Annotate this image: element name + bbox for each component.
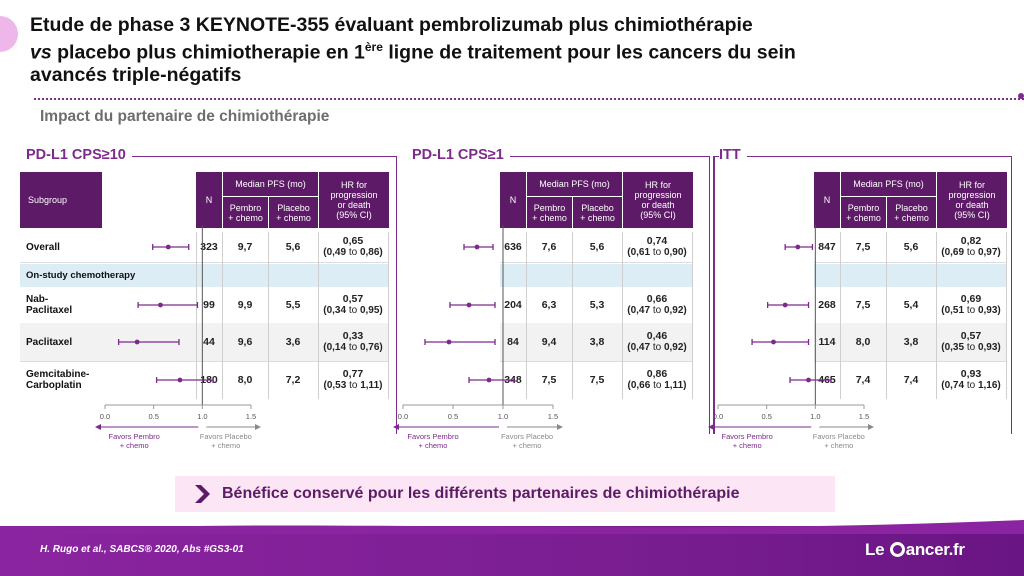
hr-value: 0,86 [646, 368, 668, 380]
x-tick-label: 0.5 [447, 412, 459, 421]
cell-n: 99 [203, 298, 215, 311]
cell-n: 84 [507, 335, 519, 348]
favors-placebo-label: Favors Placebo + chemo [500, 432, 554, 450]
column-separator [318, 232, 319, 399]
cell-hr [318, 232, 388, 262]
ci-to: to [346, 380, 361, 391]
ci-low: 0,14 [326, 342, 347, 353]
ci-high: 0,95 [359, 305, 380, 316]
cell-pembro-pfs: 9,7 [237, 240, 253, 253]
title-line-2-post: ligne de traitement pour les cancers du sein [382, 41, 796, 64]
ci-to: to [650, 380, 665, 391]
ci-paren: ) [997, 305, 1001, 316]
decorative-blob [0, 16, 18, 52]
ci-high: 0,86 [359, 247, 380, 258]
hr-value: 0,65 [342, 235, 364, 247]
cell-n: 180 [200, 373, 218, 386]
cell-placebo-pfs: 3,8 [589, 335, 605, 348]
header-median-pfs: Median PFS (mo) [527, 172, 622, 196]
hazard-ratio-point [135, 340, 140, 345]
ci-to: to [346, 305, 360, 316]
ci-low: 0,66 [630, 380, 651, 391]
ci-paren: ( [941, 247, 945, 258]
ci-paren: ) [379, 305, 383, 316]
cell-pembro-pfs: 8,0 [237, 373, 253, 386]
header-placebo: Placebo + chemo [887, 197, 936, 228]
cell-placebo-pfs: 5,4 [903, 298, 919, 311]
header-median-pfs: Median PFS (mo) [223, 172, 318, 196]
ci-low: 0,34 [326, 305, 347, 316]
ci-high: 0,93 [977, 305, 998, 316]
hr-ci [324, 380, 383, 391]
ci-paren: ( [941, 305, 945, 316]
hr-ci [323, 342, 383, 353]
ci-paren: ) [997, 342, 1001, 353]
cell-pembro-pfs: 9,9 [237, 298, 253, 311]
favors-placebo-label: Favors Placebo + chemo [812, 432, 865, 450]
title-divider [34, 98, 1024, 100]
cell-placebo-pfs: 5,5 [285, 298, 301, 311]
ci-paren: ) [997, 380, 1001, 391]
logo-c-icon [890, 542, 905, 557]
ci-to: to [650, 305, 664, 316]
ci-low: 0,51 [944, 305, 965, 316]
cell-placebo-pfs: 7,4 [903, 373, 919, 386]
ci-paren: ( [941, 380, 945, 391]
hr-ci [941, 305, 1001, 316]
cell-n: 44 [203, 335, 215, 348]
hr-value: 0,69 [960, 293, 982, 305]
ci-paren: ) [379, 247, 383, 258]
ci-to: to [650, 342, 664, 353]
header-hr: HR for progression or death (95% CI) [623, 172, 693, 228]
footer-wave [0, 518, 1024, 534]
column-separator [936, 232, 937, 399]
title-vs: vs [30, 41, 52, 64]
hr-ci [941, 247, 1001, 258]
hazard-ratio-point [475, 245, 480, 250]
hr-ci [627, 247, 687, 258]
hr-value: 0,82 [960, 235, 982, 247]
cell-placebo-pfs: 3,8 [903, 335, 919, 348]
hr-ci [627, 342, 687, 353]
cell-pembro-pfs: 9,4 [541, 335, 557, 348]
hazard-ratio-point [806, 378, 811, 383]
header-n: N [196, 172, 222, 228]
ci-paren: ) [683, 380, 687, 391]
ci-low: 0,47 [630, 305, 651, 316]
ci-low: 0,49 [326, 247, 347, 258]
ci-paren: ( [627, 380, 631, 391]
hr-ci [323, 305, 383, 316]
hr-value: 0,57 [960, 330, 982, 342]
column-separator [1006, 232, 1007, 399]
ci-paren: ( [323, 342, 327, 353]
x-tick-label: 1.5 [858, 412, 870, 421]
x-tick-label: 0.0 [99, 412, 111, 421]
ci-paren: ( [627, 342, 631, 353]
hazard-ratio-point [158, 303, 163, 308]
x-tick-label: 0.5 [148, 412, 159, 421]
header-pembro: Pembro + chemo [527, 197, 572, 228]
ci-high: 0,93 [977, 342, 998, 353]
cell-hr [622, 323, 692, 361]
hr-value: 0,93 [960, 368, 982, 380]
ci-to: to [346, 247, 360, 258]
cell-pembro-pfs: 7,5 [855, 298, 871, 311]
header-pembro: Pembro + chemo [841, 197, 886, 228]
hr-value: 0,46 [646, 330, 668, 342]
ci-paren: ) [379, 380, 383, 391]
hazard-ratio-point [487, 378, 492, 383]
band-label: On-study chemotherapy [26, 270, 136, 281]
ci-to: to [964, 247, 978, 258]
x-tick-label: 1.5 [547, 412, 559, 421]
arrow-left-icon [95, 424, 101, 430]
cell-hr [936, 232, 1006, 262]
ci-low: 0,69 [944, 247, 965, 258]
hazard-ratio-point [166, 245, 171, 250]
divider-end-dot [1018, 93, 1024, 99]
ci-high: 1,16 [977, 380, 998, 391]
favors-pembro-label: Favors Pembro + chemo [108, 432, 160, 450]
ci-to: to [964, 305, 978, 316]
header-pembro: Pembro + chemo [223, 197, 268, 228]
header-subgroup: Subgroup [20, 172, 102, 228]
hr-value: 0,77 [342, 368, 364, 380]
cell-hr [318, 361, 388, 399]
ci-paren: ) [683, 342, 687, 353]
arrow-left-icon [393, 424, 399, 430]
ci-paren: ( [941, 342, 945, 353]
column-separator [388, 232, 389, 399]
cell-hr [936, 323, 1006, 361]
cell-pembro-pfs: 7,4 [855, 373, 871, 386]
ci-high: 0,92 [663, 342, 684, 353]
cell-pembro-pfs: 7,5 [541, 373, 557, 386]
row-label-overall: Overall [26, 241, 60, 253]
forest-plot [708, 215, 884, 455]
x-tick-label: 1.5 [245, 412, 257, 421]
hr-value: 0,74 [646, 235, 668, 247]
forest-plot [95, 215, 271, 455]
ci-to: to [964, 342, 978, 353]
cell-pembro-pfs: 7,5 [855, 240, 871, 253]
chevron-right-icon [195, 485, 210, 503]
hr-ci [628, 380, 687, 391]
ci-low: 0,74 [944, 380, 965, 391]
title-line-2-pre: placebo plus chimiotherapie en 1 [51, 41, 365, 64]
ci-low: 0,53 [326, 380, 347, 391]
cell-hr [318, 287, 388, 323]
ci-paren: ) [683, 305, 687, 316]
favors-pembro-label: Favors Pembro + chemo [407, 432, 459, 450]
cell-hr [622, 232, 692, 262]
cell-placebo-pfs: 7,5 [589, 373, 605, 386]
cell-hr [622, 361, 692, 399]
ci-low: 0,47 [630, 342, 651, 353]
ci-paren: ( [627, 305, 631, 316]
arrow-left-icon [708, 424, 714, 430]
header-placebo: Placebo + chemo [573, 197, 622, 228]
cell-n: 204 [504, 298, 522, 311]
cell-n: 268 [818, 298, 836, 311]
cell-placebo-pfs: 7,2 [285, 373, 301, 386]
header-median-pfs: Median PFS (mo) [841, 172, 936, 196]
arrow-right-icon [255, 424, 261, 430]
cell-n: 847 [818, 240, 836, 253]
row-label-pac: Paclitaxel [26, 336, 73, 348]
cell-n: 465 [818, 373, 836, 386]
hr-ci [323, 247, 383, 258]
conclusion-callout [175, 476, 835, 512]
cell-hr [622, 287, 692, 323]
cell-n: 348 [504, 373, 522, 386]
header-hr: HR for progression or death (95% CI) [937, 172, 1007, 228]
header-hr: HR for progression or death (95% CI) [319, 172, 389, 228]
cell-n: 323 [200, 240, 218, 253]
ci-paren: ) [997, 247, 1001, 258]
x-tick-label: 0.0 [712, 412, 724, 421]
forest-plot [393, 215, 573, 455]
row-label-gem: Gemcitabine- Carboplatin [26, 369, 90, 391]
x-tick-label: 1.0 [197, 412, 208, 421]
hazard-ratio-point [783, 303, 788, 308]
ci-high: 0,97 [977, 247, 998, 258]
hr-ci [941, 342, 1001, 353]
ci-low: 0,35 [944, 342, 965, 353]
hr-value: 0,33 [342, 330, 364, 342]
ci-paren: ) [379, 342, 383, 353]
panel-title: PD-L1 CPS≥1 [412, 147, 510, 163]
cell-pembro-pfs: 6,3 [541, 298, 557, 311]
arrow-right-icon [557, 424, 563, 430]
hazard-ratio-point [771, 340, 776, 345]
x-tick-label: 0.5 [761, 412, 772, 421]
cell-n: 636 [504, 240, 522, 253]
cell-placebo-pfs: 5,6 [285, 240, 301, 253]
ci-paren: ) [683, 247, 687, 258]
ci-to: to [650, 247, 664, 258]
hr-value: 0,57 [342, 293, 364, 305]
hazard-ratio-point [447, 340, 452, 345]
title-line-2 [30, 36, 980, 64]
slide-title [30, 14, 980, 86]
ci-to: to [964, 380, 978, 391]
cell-pembro-pfs: 9,6 [237, 335, 253, 348]
cell-hr [318, 323, 388, 361]
ci-paren: ( [323, 305, 327, 316]
title-line-3: avancés triple-négatifs [30, 63, 242, 86]
ci-high: 0,90 [663, 247, 684, 258]
x-tick-label: 1.0 [810, 412, 821, 421]
brand-logo [865, 540, 965, 560]
title-sup: ère [364, 40, 383, 54]
x-tick-label: 1.0 [497, 412, 509, 421]
cell-hr [936, 361, 1006, 399]
cell-n: 114 [818, 335, 836, 348]
cell-placebo-pfs: 3,6 [285, 335, 301, 348]
cell-pembro-pfs: 8,0 [855, 335, 871, 348]
cell-placebo-pfs: 5,3 [589, 298, 605, 311]
title-line-1: Etude de phase 3 KEYNOTE-355 évaluant pembrolizumab plus chimiothérapie [30, 14, 753, 36]
ci-low: 0,61 [630, 247, 651, 258]
cell-hr [936, 287, 1006, 323]
hr-ci [941, 380, 1001, 391]
hazard-ratio-point [178, 378, 183, 383]
panel-title: PD-L1 CPS≥10 [26, 147, 132, 163]
ci-high: 0,92 [663, 305, 684, 316]
hazard-ratio-point [467, 303, 472, 308]
ci-paren: ( [323, 380, 327, 391]
row-label-nab: Nab- Paclitaxel [26, 294, 73, 316]
arrow-right-icon [868, 424, 874, 430]
section-subtitle: Impact du partenaire de chimiothérapie [40, 108, 330, 125]
cell-pembro-pfs: 7,6 [541, 240, 557, 253]
cell-placebo-pfs: 5,6 [589, 240, 605, 253]
logo-rest: ancer.fr [905, 540, 965, 559]
ci-paren: ( [627, 247, 631, 258]
column-separator [886, 232, 887, 399]
ci-high: 0,76 [359, 342, 380, 353]
cell-placebo-pfs: 5,6 [903, 240, 919, 253]
logo-le: Le [865, 540, 885, 559]
hazard-ratio-point [795, 245, 800, 250]
header-placebo: Placebo + chemo [269, 197, 318, 228]
column-separator [622, 232, 623, 399]
header-n: N [500, 172, 526, 228]
x-tick-label: 0.0 [397, 412, 409, 421]
favors-placebo-label: Favors Placebo + chemo [199, 432, 252, 450]
column-separator [692, 232, 693, 399]
panel-title: ITT [719, 147, 747, 163]
hr-ci [627, 305, 687, 316]
favors-pembro-label: Favors Pembro + chemo [721, 432, 773, 450]
ci-high: 1,11 [360, 380, 380, 391]
callout-text: Bénéfice conservé pour les différents partenaires de chimiothérapie [222, 485, 740, 502]
ci-to: to [346, 342, 360, 353]
ci-high: 1,11 [664, 380, 684, 391]
citation: H. Rugo et al., SABCS® 2020, Abs #GS3-01 [40, 544, 244, 555]
header-n: N [814, 172, 840, 228]
ci-paren: ( [323, 247, 327, 258]
hr-value: 0,66 [646, 293, 668, 305]
